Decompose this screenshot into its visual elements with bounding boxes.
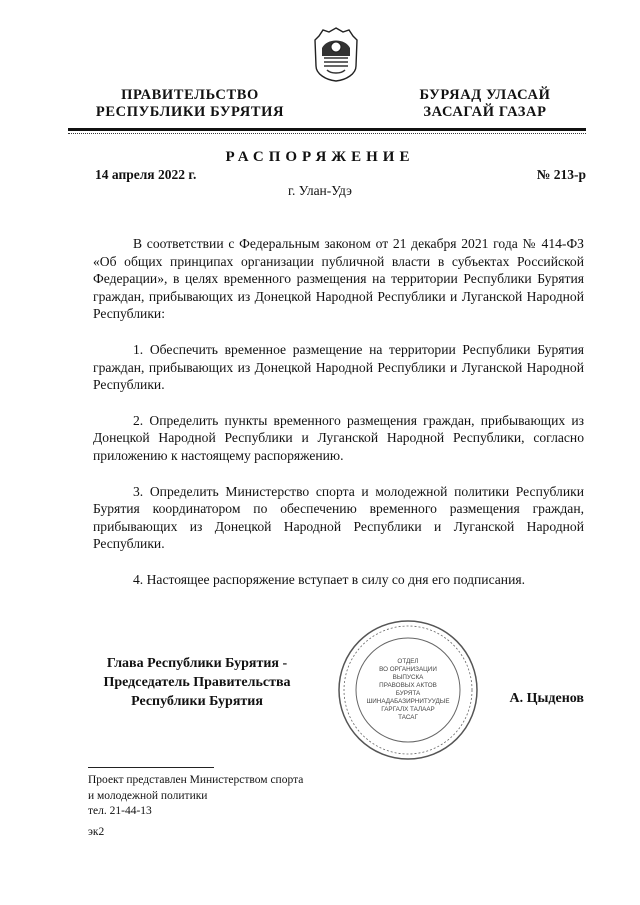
government-name-buryat-line2: ЗАСАГАЙ ГАЗАР xyxy=(423,104,547,120)
preamble-paragraph: В соответствии с Федеральным законом от 21 декабря 2021 года № 414-ФЗ «Об общих принципах организации публичной власти в субъектах Российской Федерации», в целях временного размещения на территории Республики Бурятия граждан, прибывающих из Донецкой Народной Республики и Луганской Народной Республики: xyxy=(93,236,584,322)
signatory-title-line3: Республики Бурятия xyxy=(131,694,263,709)
official-round-stamp-icon xyxy=(336,618,480,762)
footer-line1: Проект представлен Министерством спорта xyxy=(88,774,304,786)
document-city: г. Улан-Удэ xyxy=(288,183,352,198)
footer-code: эк2 xyxy=(88,826,105,838)
stamp-line: ГАРГАЛХ ТАЛААР xyxy=(381,706,435,713)
stamp-line: БУРЯТА xyxy=(395,690,421,697)
document-title: РАСПОРЯЖЕНИЕ xyxy=(225,149,415,165)
footer-divider xyxy=(88,767,214,768)
signatory-title-line1: Глава Республики Бурятия - xyxy=(106,656,288,671)
signatory-name: А. Цыденов xyxy=(509,691,584,706)
government-name-russian xyxy=(90,87,290,121)
document-body xyxy=(93,235,584,607)
government-name-buryat xyxy=(400,87,570,121)
header-dotted-divider xyxy=(68,133,586,134)
header-divider xyxy=(68,128,586,131)
stamp-line: ОТДЕЛ xyxy=(397,658,419,665)
clause-2: 2. Определить пункты временного размещения граждан, прибывающих из Донецкой Народной Республики и Луганской Народной Республики, согласно приложению к настоящему распоряжению. xyxy=(93,412,584,463)
signatory-title-line2: Председатель Правительства xyxy=(103,675,291,690)
government-name-buryat-line1: БУРЯАД УЛАСАЙ xyxy=(419,87,551,103)
footer-note xyxy=(88,773,303,820)
stamp-line: ВО ОРГАНИЗАЦИИ xyxy=(379,666,437,673)
government-name-line1: ПРАВИТЕЛЬСТВО xyxy=(121,87,259,103)
stamp-line: ШИНАДАБАЗИРНИТУУДЫЕ xyxy=(366,698,450,705)
government-name-line2: РЕСПУБЛИКИ БУРЯТИЯ xyxy=(95,104,285,120)
buryatia-coat-of-arms-icon xyxy=(313,26,359,82)
stamp-line: ПРАВОВЫХ АКТОВ xyxy=(379,682,437,689)
stamp-line: ВЫПУСКА xyxy=(392,674,424,681)
document-number: № 213-р xyxy=(536,167,586,182)
clause-3: 3. Определить Министерство спорта и молодежной политики Республики Бурятия координатором по обеспечению временного размещения граждан, прибывающих из Донецкой Народной Республики и Луганской Народной Республики. xyxy=(93,483,584,552)
stamp-line: ТАСАГ xyxy=(398,714,418,721)
document-date: 14 апреля 2022 г. xyxy=(95,167,197,182)
signatory-title xyxy=(88,654,306,711)
footer-line3: тел. 21-44-13 xyxy=(88,805,152,817)
clause-1: 1. Обеспечить временное размещение на территории Республики Бурятия граждан, прибывающих из Донецкой Народной Республики и Луганской Народной Республики. xyxy=(93,341,584,393)
footer-line2: и молодежной политики xyxy=(88,789,208,802)
clause-4: 4. Настоящее распоряжение вступает в силу со дня его подписания. xyxy=(133,571,526,587)
